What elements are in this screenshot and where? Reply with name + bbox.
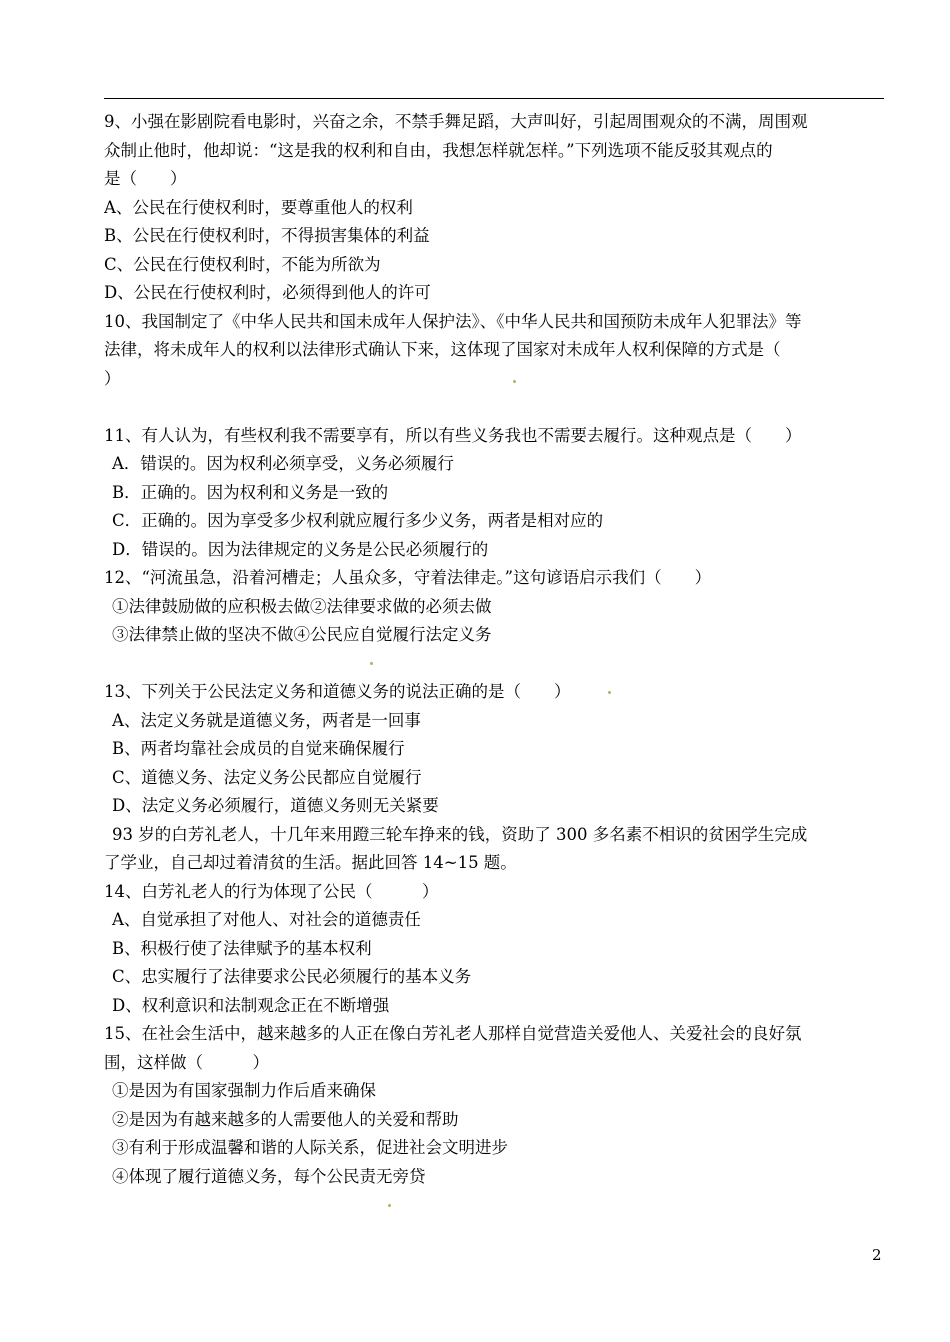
question-11 (104, 422, 886, 565)
question-stem-line: 众制止他时，他却说：“这是我的权利和自由，我想怎样就怎样。”下列选项不能反驳其观点的 (104, 140, 773, 160)
exam-page-content (104, 108, 886, 1220)
answer-option: D、权利意识和法制观念正在不断增强 (112, 995, 390, 1015)
answer-options-row (104, 393, 886, 422)
answer-option: A、法定义务就是道德义务，两者是一回事 (112, 710, 421, 730)
statement-line: ①法律鼓励做的应积极去做②法律要求做的必须去做 (112, 596, 492, 616)
answer-option: C、公民在行使权利时，不能为所欲为 (104, 254, 381, 274)
header-rule (104, 98, 884, 99)
statement-line: ③法律禁止做的坚决不做④公民应自觉履行法定义务 (112, 625, 492, 644)
statement-line: ①是因为有国家强制力作后盾来确保 (112, 1081, 376, 1100)
statement-line: ③有利于形成温馨和谐的人际关系，促进社会文明进步 (112, 1138, 508, 1157)
question-stem-line: 围，这样做（ ） (104, 1052, 269, 1072)
question-stem-line: 是（ ） (104, 169, 187, 188)
answer-options-row (104, 650, 886, 679)
question-9 (104, 108, 886, 308)
material-line: 了学业，自己却过着清贫的生活。据此回答 14~15 题。 (104, 853, 517, 872)
question-stem-line: ） (104, 368, 121, 388)
page-number: 2 (872, 1246, 882, 1264)
scan-speck (388, 1204, 391, 1207)
answer-option: B、积极行使了法律赋予的基本权利 (112, 938, 372, 958)
scan-speck (513, 380, 516, 383)
question-stem-line: 10、我国制定了《中华人民共和国未成年人保护法》、《中华人民共和国预防未成年人犯罪法》等 (104, 311, 802, 331)
answer-option: D、法定义务必须履行，道德义务则无关紧要 (112, 796, 439, 815)
answer-option: C、道德义务、法定义务公民都应自觉履行 (112, 767, 422, 787)
scan-speck (608, 691, 611, 694)
question-stem-line: 14、白芳礼老人的行为体现了公民（ ） (104, 881, 439, 901)
question-12 (104, 564, 886, 678)
question-13 (104, 678, 886, 821)
answer-option: A、自觉承担了对他人、对社会的道德责任 (112, 910, 421, 929)
statement-line: ②是因为有越来越多的人需要他人的关爱和帮助 (112, 1109, 459, 1129)
answer-option: B．正确的。因为权利和义务是一致的 (112, 482, 389, 502)
answer-option: A．错误的。因为权利必须享受，义务必须履行 (112, 454, 454, 473)
question-stem-line: 15、在社会生活中，越来越多的人正在像白芳礼老人那样自觉营造关爱他人、关爱社会的良好氛 (104, 1024, 802, 1043)
question-14 (104, 878, 886, 1021)
question-stem-line: 9、小强在影剧院看电影时，兴奋之余，不禁手舞足蹈，大声叫好，引起周围观众的不满，周围观 (104, 112, 808, 131)
reading-material (104, 821, 886, 878)
question-10 (104, 308, 886, 422)
answer-option: A、公民在行使权利时，要尊重他人的权利 (104, 197, 413, 217)
question-stem-line: 13、下列关于公民法定义务和道德义务的说法正确的是（ ） (104, 682, 571, 701)
question-stem-line: 11、有人认为，有些权利我不需要享有，所以有些义务我也不需要去履行。这种观点是（ ） (104, 425, 802, 445)
question-15 (104, 1020, 886, 1220)
answer-options-row (104, 1191, 886, 1220)
answer-option: C、忠实履行了法律要求公民必须履行的基本义务 (112, 967, 472, 986)
material-line: 93 岁的白芳礼老人，十几年来用蹬三轮车挣来的钱，资助了 300 多名素不相识的贫困学生完成 (112, 824, 808, 844)
answer-option: B、公民在行使权利时，不得损害集体的利益 (104, 226, 430, 245)
question-stem-line: 法律，将未成年人的权利以法律形式确认下来，这体现了国家对未成年人权利保障的方式是（ (104, 340, 781, 359)
answer-option: B、两者均靠社会成员的自觉来确保履行 (112, 739, 405, 758)
question-stem-line: 12、“河流虽急，沿着河槽走；人虽众多，守着法律走。”这句谚语启示我们（ ） (104, 568, 712, 587)
answer-option: D、公民在行使权利时，必须得到他人的许可 (104, 283, 431, 302)
answer-option: D．错误的。因为法律规定的义务是公民必须履行的 (112, 539, 489, 559)
scan-speck (370, 662, 373, 665)
statement-line: ④体现了履行道德义务，每个公民责无旁贷 (112, 1166, 426, 1186)
answer-option: C．正确的。因为享受多少权利就应履行多少义务，两者是相对应的 (112, 511, 604, 530)
